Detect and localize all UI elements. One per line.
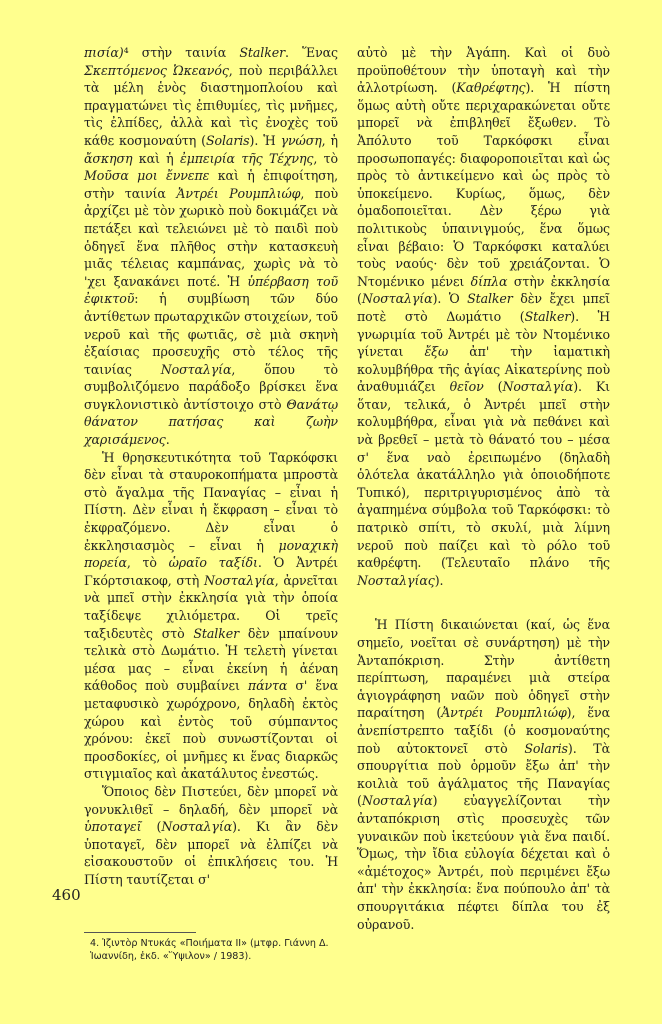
text-run: , ποὺ περιβάλλει τὰ μέλη ἑνὸς διαστημοπλοίου καὶ πραγματώνει τὶς ἐπιθυμίες, τὶς μνῆμες, τὶς ἐλπίδες, ἀλλὰ καὶ τὶς ἐνοχὲς τοῦ κάθε κοσμοναύτη ( [84, 62, 338, 148]
paragraph-gap [357, 589, 610, 616]
paragraph [357, 616, 610, 933]
right-column [357, 44, 610, 933]
text-run: Ἡ θρησκευτικότητα τοῦ Ταρκόφσκι δὲν εἶναι τὰ σταυροκοπήματα μπροστὰ στὸ ἄγαλμα τῆς Παναγίας – εἶναι ἡ Πίστη. Δὲν εἶναι ἡ ἔκφραση – εἶναι τὸ ἐκφραζόμενο. Δὲν εἶναι ὁ ἐκκλησιασμὸς – εἶναι ἡ [84, 449, 338, 553]
text-run: ). [434, 572, 444, 588]
text-run: σ' ἕνα μεταφυσικὸ χωρόχρονο, δηλαδὴ ἐκτὸς χώρου καὶ ἐντὸς τοῦ σύμπαντος χρόνου: ἐκεῖ ποὺ συνωστίζονται οἱ προσδοκίες, οἱ μνῆμες κι ἕνας διαρκῶς στιγμιαῖος καὶ ἀκατάλυτος ἐνεστώς. [84, 678, 338, 782]
italic-text: δίπλα [470, 273, 508, 289]
text-run: καὶ ἡ ἐπιφοίτηση, στὴν ταινία [84, 168, 338, 201]
italic-text: Ἀντρέι Ρουμπλιώφ [176, 185, 301, 201]
italic-text: μοναχικὴ πορεία [84, 537, 338, 571]
italic-text: θεῖον [449, 379, 484, 395]
italic-text: Νοσταλγία [502, 379, 574, 395]
italic-text: ὑπέρβαση τοῦ ἐφικτοῦ [84, 273, 339, 307]
text-run: Ὅποιος δὲν Πιστεύει, δὲν μπορεῖ νὰ γονυκλιθεῖ – δηλαδή, δὲν μπορεῖ νὰ [84, 783, 338, 817]
text-run: στὴν ἐκκλησία ( [357, 273, 610, 307]
italic-text: Solaris [524, 740, 568, 756]
text-run: ), ἕνα ἀνεπίστρεπτο ταξίδι (ὁ κοσμοναύτης ποὺ αὐτοκτονεῖ στὸ [357, 705, 610, 756]
paragraph [84, 449, 338, 783]
italic-text: Νοσταλγία [161, 819, 233, 835]
text-run: ⁴ στὴν ταινία [123, 45, 240, 60]
text-run: ). Τὰ σπουργίτια ποὺ ὁρμοῦν ἔξω ἀπ' τὴν κοιλιὰ τοῦ ἀγάλματος τῆς Παναγίας ( [357, 740, 610, 809]
page-number: 460 [52, 886, 81, 904]
italic-text: Καθρέφτης [456, 80, 526, 96]
text-run: , ἀρνεῖται νὰ μπεῖ στὴν ἐκκλησία γιὰ τὴν ὁποία ταξίδεψε χιλιόμετρα. Οἱ τρεῖς ταξιδευτὲς στὸ [84, 572, 338, 641]
italic-text: Stalker [524, 308, 571, 324]
text-run: , ποὺ ἀρχίζει μὲ τὸν χωρικὸ ποὺ δοκιμάζει νὰ πετάξει καὶ τελειώνει μὲ τὸ παιδὶ ποὺ ὁδηγεῖ ἕνα πλῆθος στὴν κατασκευὴ μιᾶς τέλειας καμπάνας, χωρὶς νὰ τὸ 'χει ξανακάνει ποτέ. Ἡ [84, 185, 338, 289]
footnote-divider [84, 932, 196, 933]
italic-text: Stalker [239, 45, 286, 60]
italic-text: Stalker [467, 291, 513, 307]
text-run: . Ἕνας [285, 45, 338, 60]
text-run: . [165, 432, 170, 448]
italic-text: πάντα [247, 678, 288, 694]
text-run: ). Ἡ πίστη ὅμως αὐτὴ οὔτε περιχαρακώνεται οὔτε μπορεῖ νὰ ἐπιβληθεῖ ἔξωθεν. Τὸ Ἀπόλυτο τοῦ Ταρκόφσκι εἶναι προσωποπαγές: διαφοροποιεῖται καὶ ὡς πρὸς τὸ ἀντικείμενο καὶ ὡς πρὸς τὸ ὑποκείμενο. Κυρίως, ὅμως, δὲν ὁμαδοποιεῖται. Δὲν ξέρω γιὰ πολιτικοὺς ὑπαινιγμούς, ἕνα ὅμως εἶναι βέβαιο: Ὁ Ταρκόφσκι καταλύει τοὺς ναούς· δὲν τοῦ χρειάζονται. Ὁ Ντομένικο μένει [357, 80, 610, 289]
italic-text: Νοσταλγία [361, 793, 433, 809]
italic-text: Νοσταλγία [361, 291, 433, 307]
italic-text: Ἀντρέι Ρουμπλιώφ [441, 705, 567, 721]
left-column [84, 44, 338, 889]
text-run: ) εὐαγγελίζονται τὴν ἀνταπόκριση στὶς προσευχὲς τῶν γυναικῶν ποὺ ἱκετεύουν γιὰ ἕνα παιδί. Ὅμως, τὴν ἴδια εὐλογία δέχεται καὶ ὁ «ἀμέτοχος» Ἀντρέι, ποὺ περιμένει ἔξω ἀπ' τὴν ἐκκλησία: ἕνα πούπουλο ἀπ' τὰ σπουργιτάκια πέφτει δίπλα του ἐξ οὐρανοῦ. [357, 793, 610, 932]
italic-text: ἔξω [424, 344, 449, 360]
text-run: , ὅπου τὸ συμβολιζόμενο παράδοξο βρίσκει ἕνα συγκλονιστικὸ ἀντίστοιχο στὸ [84, 361, 339, 412]
text-run: , τὸ [313, 150, 339, 166]
text-run: ). Κι ἂν δὲν ὑποταγεῖ, δὲν μπορεῖ νὰ ἐλπίζει νὰ εἰσακουστοῦν οἱ ἐπικλήσεις του. Ἡ Πίστη ταυτίζεται σ' [84, 819, 339, 887]
paragraph [84, 783, 338, 889]
text-run: , τὸ [126, 555, 169, 571]
italic-text: Stalker [193, 625, 240, 641]
text-run: ). Ἡ γνωριμία τοῦ Ἀντρέι μὲ τὸν Ντομένικο γίνεται [357, 308, 610, 360]
text-run: . Ὁ Ἀντρέι Γκόρτσιακοφ, στὴ [84, 555, 338, 588]
italic-text: ἄσκηση [84, 150, 133, 166]
italic-text: γνώση [280, 132, 322, 148]
text-run: δὲν μπαίνουν τελικὰ στὸ Δωμάτιο. Ἡ τελετὴ γίνεται μέσα μας – εἶναι ἐκείνη ἡ ἀέναη κάθοδος ποὺ συμβαίνει [84, 625, 338, 694]
text-run: Ἡ Πίστη δικαιώνεται (καί, ὡς ἕνα σημεῖο, νοεῖται σὲ συνάρτηση) μὲ τὴν Ἀνταπόκριση. Στὴν ἀντίθετη περίπτωση, παραμένει μιὰ στείρα ἁγιογράφηση ναῶν ποὺ ὁδηγεῖ στὴν παραίτηση ( [357, 617, 610, 721]
italic-text: Νοσταλγία [203, 572, 275, 588]
italic-text: Σκεπτόμενος Ὠκεανός [84, 62, 229, 78]
text-run: ). Ἡ [249, 132, 281, 148]
italic-text: Νοσταλγία [160, 361, 232, 377]
text-run: ( [483, 379, 503, 395]
text-run: ). Ὁ [432, 291, 468, 307]
text-run: : ἡ συμβίωση τῶν δύο ἀντίθετων πρωταρχικῶν στοιχείων, τοῦ νεροῦ καὶ τῆς φωτιᾶς, σὲ μιὰ σκηνὴ ἐξαίσιας προσευχῆς στὸ τέλος τῆς ταινίας [84, 291, 338, 377]
italic-text: Solaris [205, 132, 250, 148]
text-run: δὲν ἔχει μπεῖ ποτὲ στὸ Δωμάτιο ( [357, 291, 610, 324]
italic-text: Μοῦσα μοι ἔννεπε [84, 168, 210, 184]
text-run: ἀπ' τὴν ἰαματικὴ κολυμβήθρα τῆς ἁγίας Αἰκατερίνης ποὺ ἀναθυμιάζει [357, 344, 610, 395]
italic-text: πισία) [84, 45, 124, 60]
text-run: αὐτὸ μὲ τὴν Ἀγάπη. Καὶ οἱ δυὸ προϋποθέτουν τὴν ὑποταγὴ καὶ τὴν ἀλλοτρίωση. ( [357, 45, 610, 96]
text-run: καὶ ἡ [132, 150, 180, 166]
italic-text: ὑποταγεῖ [84, 819, 142, 835]
italic-text: Νοσταλγίας [357, 572, 435, 588]
text-run: , ἡ [321, 132, 338, 148]
footnote: 4. Ἰζιντὸρ Ντυκάς «Ποιήματα ΙΙ» (μτφρ. Γιάννη Δ. Ἰωαννίδη, ἐκδ. «Ὕψιλον» / 1983). [90, 938, 329, 962]
text-run: ( [141, 819, 162, 835]
paragraph [357, 44, 610, 589]
italic-text: Θανάτῳ θάνατον πατήσας καὶ ζωὴν χαρισάμενος [84, 396, 338, 448]
italic-text: ἐμπειρία τῆς Τέχνης [180, 150, 314, 166]
text-run: ). Κι ὅταν, τελικά, ὁ Ἀντρέι μπεῖ στὴν κολυμβήθρα, εἶναι γιὰ νὰ πεθάνει καὶ νὰ βρεθεῖ – μετὰ τὸ θάνατό του – μέσα σ' ἕνα ναὸ ἐρειπωμένο (δηλαδὴ ὁλότελα ἀκατάλληλο γιὰ ὁποιοδήποτε Τυπικό), περιτριγυρισμένος ἀπὸ τὰ ἀγαπημένα σύμβολα τοῦ Ταρκόφσκι: τὸ πατρικὸ σπίτι, τὸ σκυλί, μιὰ λίμνη νεροῦ ποὺ παίζει καὶ τὸ ρόλο τοῦ καθρέφτη. (Τελευταῖο πλάνο τῆς [357, 379, 611, 571]
paragraph [84, 44, 338, 449]
italic-text: ὡραῖο ταξίδι [168, 555, 258, 571]
